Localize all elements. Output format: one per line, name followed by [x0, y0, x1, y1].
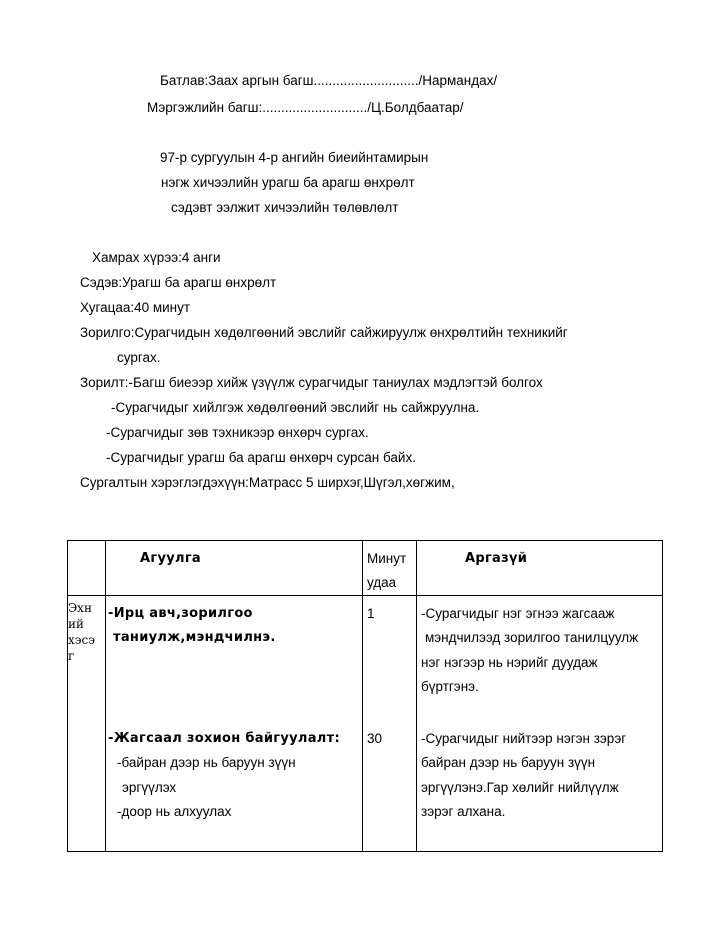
row2-minutes: 30: [367, 731, 383, 746]
row2-method-line-2: байран дээр нь баруун зүүн: [421, 755, 596, 770]
section-label-line-3: хэсэ: [68, 633, 95, 647]
method-cell: [417, 596, 663, 852]
header-content-cell: [106, 541, 363, 596]
row1-method-line-4: бүртгэнэ.: [421, 679, 479, 694]
objective-line-1: Зорилт:-Багш биеээр хийж үзүүлж сурагчидыг таниулах мэдлэгтэй болгох: [80, 375, 543, 390]
content-cell: [106, 596, 363, 852]
approved-by-line: Батлав:Заах аргын багш............................/Нармандах/: [160, 73, 498, 88]
header-method-cell: [417, 541, 663, 596]
topic: Сэдэв:Урагш ба арагш өнхрөлт: [80, 275, 277, 290]
specialist-teacher-line: Мэргэжлийн багш:............................/Ц.Болдбаатар/: [147, 100, 464, 115]
row2-method-line-1: -Сурагчидыг нийтээр нэгэн зэрэг: [421, 731, 627, 746]
row2-content-line-4: -доор нь алхуулах: [117, 804, 232, 819]
header-minutes-cell: [363, 541, 417, 596]
row1-method-line-3: нэг нэгээр нь нэрийг дуудаж: [421, 655, 598, 670]
row1-minutes: 1: [367, 606, 375, 621]
section-cell: [68, 596, 106, 852]
row1-method-line-1: -Сурагчидыг нэг эгнээ жагсааж: [421, 606, 615, 621]
section-label-line-1: Эхн: [68, 601, 92, 615]
goal-line-2: сургах.: [117, 350, 161, 365]
title-line-1: 97-р сургуулын 4-р ангийн биеийнтамирын: [160, 150, 429, 165]
row2-content-line-3: эргүүлэх: [122, 780, 177, 795]
row1-method-line-2: мэндчилээд зорилгоо танилцуулж: [425, 630, 639, 645]
row2-content-line-2: -байран дээр нь баруун зүүн: [117, 755, 296, 770]
objective-line-2: -Сурагчидыг хийлгэж хөдөлгөөний эвслийг нь сайжруулна.: [111, 400, 480, 415]
header-content: Агуулга: [140, 551, 201, 566]
minutes-cell: [363, 596, 417, 852]
row2-method-line-3: эргүүлэнэ.Гар хөлийг нийлүүлж: [421, 780, 619, 795]
section-label-line-2: ий: [68, 617, 84, 631]
objective-line-3: -Сурагчидыг зөв тэхникээр өнхөрч сургах.: [106, 425, 369, 440]
title-line-2: нэгж хичээлийн урагш ба арагш өнхрөлт: [161, 175, 415, 190]
header-minutes-line-2: удаа: [367, 575, 397, 590]
duration: Хугацаа:40 минут: [80, 300, 191, 315]
title-line-3: сэдэвт ээлжит хичээлийн төлөвлөлт: [171, 200, 399, 215]
row2-content-line-1: -Жагсаал зохион байгуулалт:: [108, 731, 340, 746]
header-minutes-line-1: Минут: [367, 551, 407, 566]
header-section-cell: [68, 541, 106, 596]
table-row: [68, 596, 663, 852]
row2-method-line-4: зэрэг алхана.: [421, 804, 506, 819]
table-header-row: [68, 541, 663, 596]
objective-line-4: -Сурагчидыг урагш ба арагш өнхөрч сурсан байх.: [106, 450, 416, 465]
class-scope: Хамрах хүрээ:4 анги: [92, 250, 221, 265]
materials: Сургалтын хэрэглэгдэхүүн:Матрасс 5 ширхэг,Шүгэл,хөгжим,: [80, 475, 455, 490]
row1-content-line-1: -Ирц авч,зорилгоо: [108, 606, 253, 621]
goal-line-1: Зорилго:Сурагчидын хөдөлгөөний эвслийг сайжируулж өнхрөлтийн техникийг: [80, 325, 568, 340]
section-label-line-4: г: [68, 649, 75, 663]
header-method: Аргазүй: [465, 551, 528, 566]
lesson-plan-table: [67, 540, 663, 852]
row1-content-line-2: таниулж,мэндчилнэ.: [113, 630, 276, 645]
